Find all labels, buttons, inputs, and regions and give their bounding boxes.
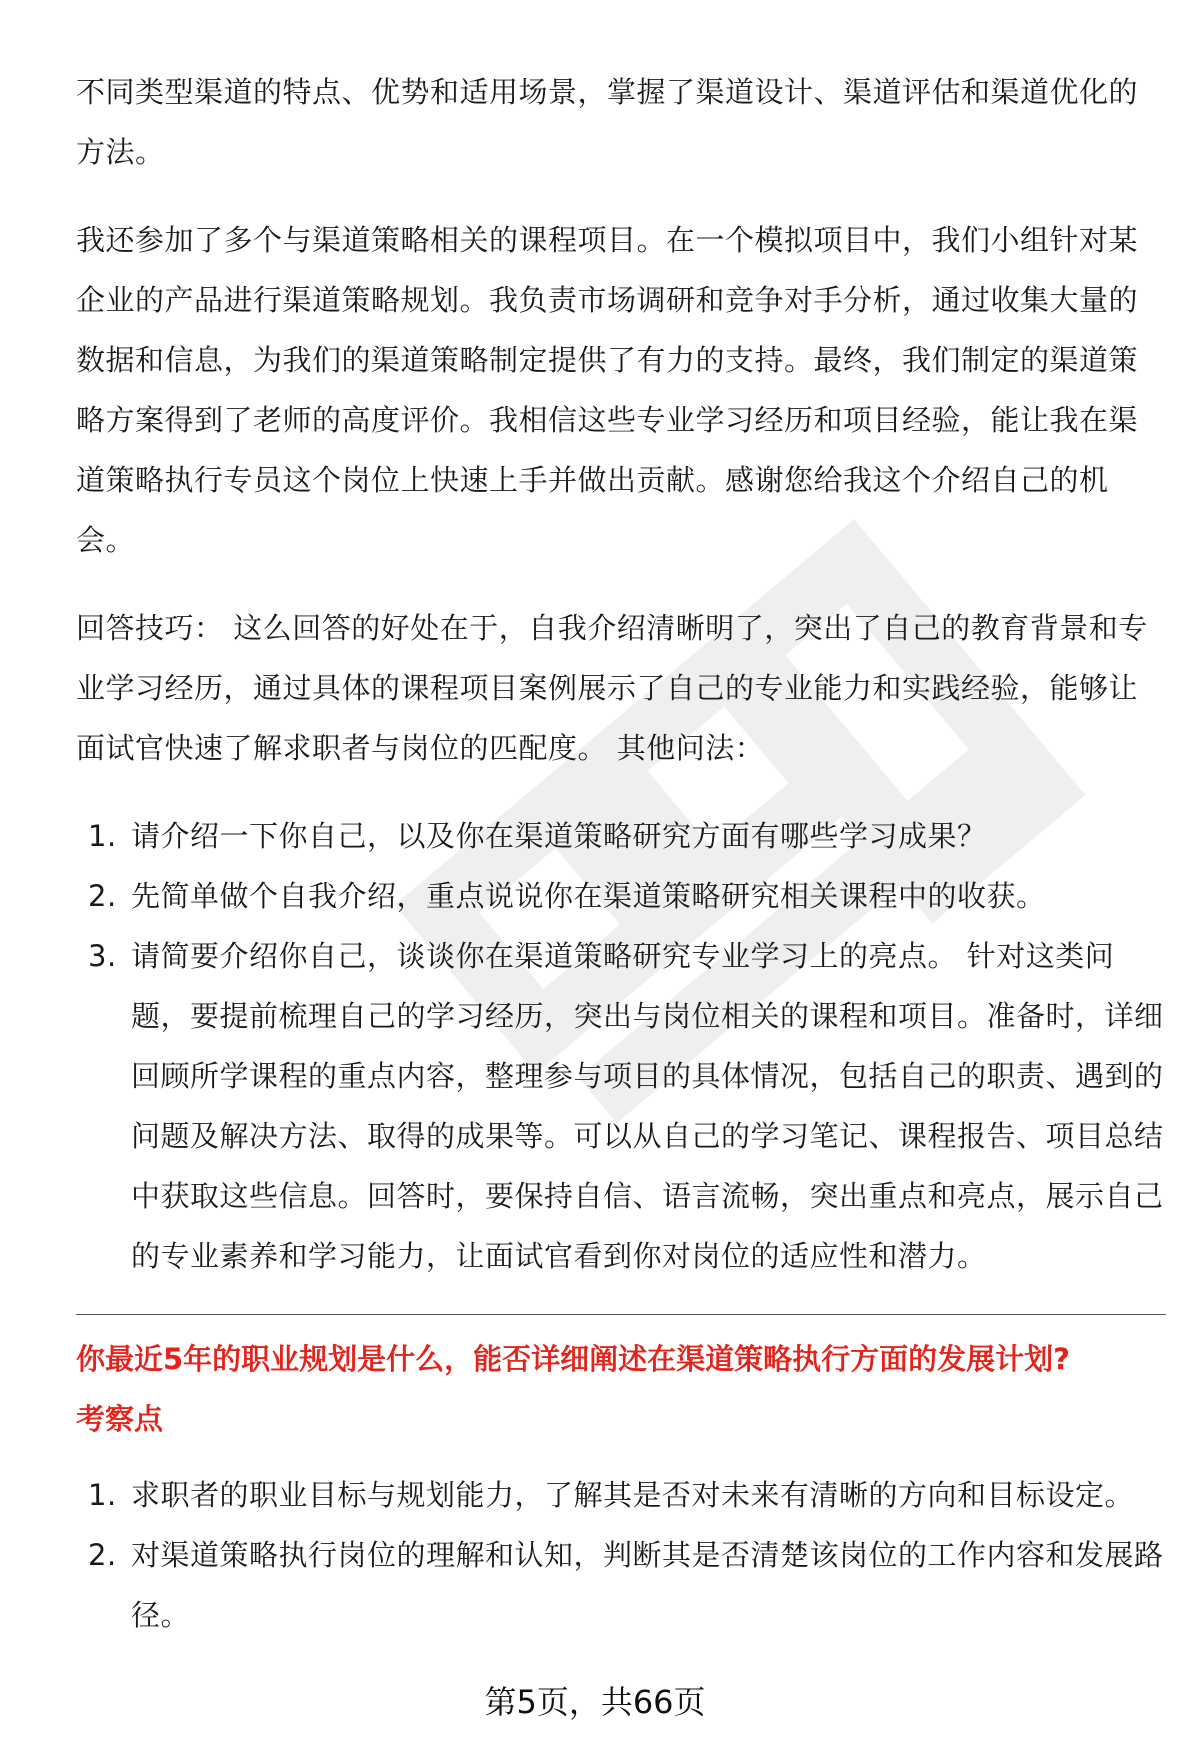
- list-item: [76, 1465, 1166, 1525]
- list-item-text: 请简要介绍你自己，谈谈你在渠道策略研究专业学习上的亮点。 针对这类问题，要提前梳理自己的学习经历，突出与岗位相关的课程和项目。准备时，详细回顾所学课程的重点内容，整理参与项目的具体情况，包括自己的职责、遇到的问题及解决方法、取得的成果等。可以从自己的学习笔记、课程报告、项目总结中获取这些信息。回答时，要保持自信、语言流畅，突出重点和亮点，展示自己的专业素养和学习能力，让面试官看到你对岗位的适应性和潜力。: [131, 939, 1164, 1273]
- paragraph-intro-end: 不同类型渠道的特点、优势和适用场景，掌握了渠道设计、渠道评估和渠道优化的方法。: [76, 75, 1139, 169]
- list-item: [76, 926, 1166, 1286]
- list-item: [76, 866, 1166, 926]
- other-questions-list: [76, 806, 1166, 1286]
- focus-points-list: [76, 1465, 1166, 1645]
- page-footer: 第5页，共66页: [484, 1683, 706, 1721]
- focus-label: 考察点: [76, 1402, 164, 1436]
- list-item-text: 对渠道策略执行岗位的理解和认知，判断其是否清楚该岗位的工作内容和发展路径。: [131, 1538, 1164, 1632]
- paragraph-projects: 我还参加了多个与渠道策略相关的课程项目。在一个模拟项目中，我们小组针对某企业的产品进行渠道策略规划。我负责市场调研和竞争对手分析，通过收集大量的数据和信息，为我们的渠道策略制定提供了有力的支持。最终，我们制定的渠道策略方案得到了老师的高度评价。我相信这些专业学习经历和项目经验，能让我在渠道策略执行专员这个岗位上快速上手并做出贡献。感谢您给我这个介绍自己的机会。: [76, 223, 1139, 557]
- list-item: [76, 806, 1166, 866]
- list-item-number: 2.: [88, 1538, 117, 1572]
- list-item-number: 3.: [88, 939, 117, 973]
- section-divider: [76, 1314, 1166, 1315]
- list-item-text: 先简单做个自我介绍，重点说说你在渠道策略研究相关课程中的收获。: [131, 879, 1046, 913]
- document-page: [76, 62, 1166, 1673]
- list-item-text: 请介绍一下你自己，以及你在渠道策略研究方面有哪些学习成果？: [131, 819, 987, 853]
- list-item-text: 求职者的职业目标与规划能力，了解其是否对未来有清晰的方向和目标设定。: [131, 1478, 1135, 1512]
- list-item-number: 1.: [88, 819, 117, 853]
- list-item-number: 1.: [88, 1478, 117, 1512]
- list-item: [76, 1525, 1166, 1645]
- question-title: 你最近5年的职业规划是什么，能否详细阐述在渠道策略执行方面的发展计划?: [76, 1342, 1071, 1376]
- list-item-number: 2.: [88, 879, 117, 913]
- paragraph-answer-tips: 回答技巧： 这么回答的好处在于，自我介绍清晰明了，突出了自己的教育背景和专业学习经历，通过具体的课程项目案例展示了自己的专业能力和实践经验，能够让面试官快速了解求职者与岗位的匹配度。 其他问法：: [76, 611, 1148, 765]
